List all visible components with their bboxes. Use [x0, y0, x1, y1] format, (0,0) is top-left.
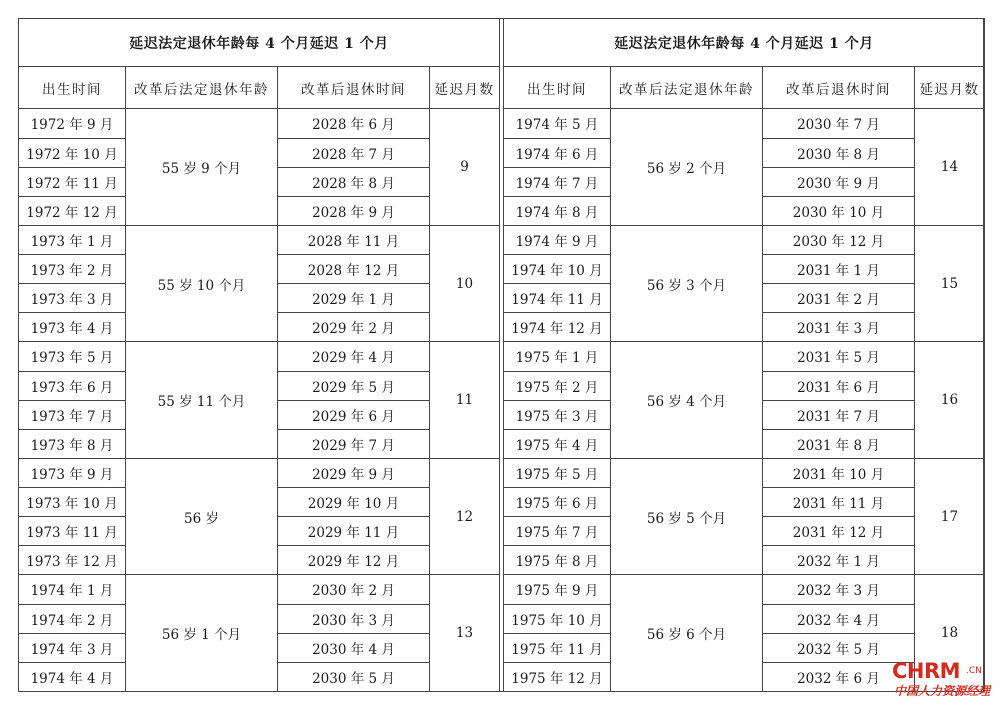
table-row [504, 225, 985, 254]
table-title: 延迟法定退休年龄每 4 个月延迟 1 个月 [19, 19, 500, 67]
table-row [19, 109, 500, 138]
table-row [504, 458, 985, 487]
retirement-time-cell: 2029 年 2 月 [278, 313, 430, 342]
delay-months-cell: 11 [430, 342, 500, 459]
table-title: 延迟法定退休年龄每 4 个月延迟 1 个月 [504, 19, 985, 67]
birth-time-cell: 1975 年 6 月 [504, 488, 611, 517]
retirement-time-cell: 2029 年 4 月 [278, 342, 430, 371]
retirement-time-cell: 2029 年 1 月 [278, 284, 430, 313]
delay-months-cell: 14 [915, 109, 985, 226]
birth-time-cell: 1973 年 7 月 [19, 400, 126, 429]
retirement-time-cell: 2029 年 10 月 [278, 488, 430, 517]
header-birth-time: 出生时间 [19, 67, 126, 109]
retirement-time-cell: 2028 年 7 月 [278, 138, 430, 167]
retirement-time-cell: 2031 年 10 月 [763, 458, 915, 487]
logo-suffix: .CN [966, 666, 982, 676]
retirement-time-cell: 2030 年 4 月 [278, 633, 430, 662]
birth-time-cell: 1974 年 3 月 [19, 633, 126, 662]
birth-time-cell: 1975 年 8 月 [504, 546, 611, 575]
chrm-watermark-logo [892, 659, 992, 701]
retirement-table-right [503, 18, 985, 692]
retirement-time-cell: 2029 年 5 月 [278, 371, 430, 400]
retirement-time-cell: 2029 年 9 月 [278, 458, 430, 487]
retirement-time-cell: 2031 年 12 月 [763, 517, 915, 546]
birth-time-cell: 1975 年 12 月 [504, 662, 611, 691]
birth-time-cell: 1973 年 2 月 [19, 255, 126, 284]
header-delay-months: 延迟月数 [915, 67, 985, 109]
birth-time-cell: 1973 年 11 月 [19, 517, 126, 546]
table-panel-left [18, 18, 499, 692]
delay-months-cell: 18 [915, 575, 985, 692]
retirement-time-cell: 2029 年 6 月 [278, 400, 430, 429]
table-title-row [504, 19, 985, 67]
delay-months-cell: 10 [430, 225, 500, 342]
birth-time-cell: 1975 年 1 月 [504, 342, 611, 371]
birth-time-cell: 1974 年 9 月 [504, 225, 611, 254]
birth-time-cell: 1973 年 1 月 [19, 225, 126, 254]
birth-time-cell: 1974 年 11 月 [504, 284, 611, 313]
table-panel-right [503, 18, 984, 692]
birth-time-cell: 1974 年 2 月 [19, 604, 126, 633]
birth-time-cell: 1972 年 11 月 [19, 167, 126, 196]
birth-time-cell: 1974 年 4 月 [19, 662, 126, 691]
table-row [504, 575, 985, 604]
birth-time-cell: 1975 年 3 月 [504, 400, 611, 429]
birth-time-cell: 1974 年 8 月 [504, 196, 611, 225]
birth-time-cell: 1974 年 1 月 [19, 575, 126, 604]
retirement-age-cell: 56 岁 5 个月 [611, 458, 763, 575]
retirement-time-cell: 2030 年 8 月 [763, 138, 915, 167]
logo-subtitle: 中国人力资源经理 [894, 684, 991, 698]
retirement-time-cell: 2030 年 7 月 [763, 109, 915, 138]
delay-months-cell: 12 [430, 458, 500, 575]
retirement-age-cell: 55 岁 9 个月 [126, 109, 278, 226]
retirement-time-cell: 2032 年 4 月 [763, 604, 915, 633]
retirement-time-cell: 2031 年 11 月 [763, 488, 915, 517]
retirement-time-cell: 2030 年 3 月 [278, 604, 430, 633]
header-retirement-age: 改革后法定退休年龄 [126, 67, 278, 109]
table-row [19, 575, 500, 604]
delay-months-cell: 17 [915, 458, 985, 575]
retirement-time-cell: 2029 年 12 月 [278, 546, 430, 575]
birth-time-cell: 1973 年 9 月 [19, 458, 126, 487]
retirement-table-left [18, 18, 500, 692]
retirement-time-cell: 2031 年 7 月 [763, 400, 915, 429]
retirement-time-cell: 2028 年 6 月 [278, 109, 430, 138]
retirement-time-cell: 2032 年 1 月 [763, 546, 915, 575]
birth-time-cell: 1975 年 2 月 [504, 371, 611, 400]
retirement-age-cell: 55 岁 10 个月 [126, 225, 278, 342]
table-row [504, 109, 985, 138]
retirement-age-cell: 56 岁 3 个月 [611, 225, 763, 342]
table-header-row [19, 67, 500, 109]
delay-months-cell: 15 [915, 225, 985, 342]
birth-time-cell: 1973 年 12 月 [19, 546, 126, 575]
retirement-time-cell: 2032 年 5 月 [763, 633, 915, 662]
header-delay-months: 延迟月数 [430, 67, 500, 109]
retirement-age-cell: 56 岁 [126, 458, 278, 575]
delay-months-cell: 13 [430, 575, 500, 692]
retirement-age-cell: 56 岁 2 个月 [611, 109, 763, 226]
birth-time-cell: 1972 年 10 月 [19, 138, 126, 167]
retirement-time-cell: 2030 年 9 月 [763, 167, 915, 196]
retirement-time-cell: 2032 年 3 月 [763, 575, 915, 604]
retirement-time-cell: 2031 年 6 月 [763, 371, 915, 400]
retirement-time-cell: 2028 年 11 月 [278, 225, 430, 254]
birth-time-cell: 1973 年 3 月 [19, 284, 126, 313]
retirement-time-cell: 2030 年 12 月 [763, 225, 915, 254]
table-row [19, 225, 500, 254]
table-title-row [19, 19, 500, 67]
birth-time-cell: 1973 年 6 月 [19, 371, 126, 400]
birth-time-cell: 1975 年 7 月 [504, 517, 611, 546]
header-retirement-time: 改革后退休时间 [763, 67, 915, 109]
delay-months-cell: 16 [915, 342, 985, 459]
birth-time-cell: 1972 年 9 月 [19, 109, 126, 138]
retirement-time-cell: 2029 年 7 月 [278, 429, 430, 458]
retirement-time-cell: 2030 年 2 月 [278, 575, 430, 604]
birth-time-cell: 1973 年 5 月 [19, 342, 126, 371]
retirement-time-cell: 2032 年 6 月 [763, 662, 915, 691]
birth-time-cell: 1974 年 6 月 [504, 138, 611, 167]
birth-time-cell: 1972 年 12 月 [19, 196, 126, 225]
birth-time-cell: 1974 年 5 月 [504, 109, 611, 138]
birth-time-cell: 1973 年 8 月 [19, 429, 126, 458]
retirement-tables [18, 18, 984, 692]
birth-time-cell: 1975 年 10 月 [504, 604, 611, 633]
retirement-time-cell: 2030 年 10 月 [763, 196, 915, 225]
delay-months-cell: 9 [430, 109, 500, 226]
table-row [19, 458, 500, 487]
birth-time-cell: 1974 年 7 月 [504, 167, 611, 196]
birth-time-cell: 1974 年 10 月 [504, 255, 611, 284]
retirement-time-cell: 2031 年 8 月 [763, 429, 915, 458]
retirement-time-cell: 2031 年 5 月 [763, 342, 915, 371]
birth-time-cell: 1973 年 10 月 [19, 488, 126, 517]
header-retirement-age: 改革后法定退休年龄 [611, 67, 763, 109]
retirement-time-cell: 2029 年 11 月 [278, 517, 430, 546]
birth-time-cell: 1974 年 12 月 [504, 313, 611, 342]
header-retirement-time: 改革后退休时间 [278, 67, 430, 109]
retirement-time-cell: 2030 年 5 月 [278, 662, 430, 691]
retirement-age-cell: 56 岁 4 个月 [611, 342, 763, 459]
logo-text: CHRM [892, 659, 961, 683]
retirement-age-cell: 56 岁 1 个月 [126, 575, 278, 692]
birth-time-cell: 1975 年 4 月 [504, 429, 611, 458]
birth-time-cell: 1975 年 9 月 [504, 575, 611, 604]
birth-time-cell: 1975 年 11 月 [504, 633, 611, 662]
retirement-time-cell: 2031 年 3 月 [763, 313, 915, 342]
table-header-row [504, 67, 985, 109]
table-row [504, 342, 985, 371]
retirement-time-cell: 2028 年 9 月 [278, 196, 430, 225]
retirement-age-cell: 56 岁 6 个月 [611, 575, 763, 692]
retirement-time-cell: 2031 年 1 月 [763, 255, 915, 284]
retirement-time-cell: 2031 年 2 月 [763, 284, 915, 313]
birth-time-cell: 1973 年 4 月 [19, 313, 126, 342]
table-row [19, 342, 500, 371]
retirement-age-cell: 55 岁 11 个月 [126, 342, 278, 459]
retirement-time-cell: 2028 年 8 月 [278, 167, 430, 196]
retirement-time-cell: 2028 年 12 月 [278, 255, 430, 284]
birth-time-cell: 1975 年 5 月 [504, 458, 611, 487]
header-birth-time: 出生时间 [504, 67, 611, 109]
